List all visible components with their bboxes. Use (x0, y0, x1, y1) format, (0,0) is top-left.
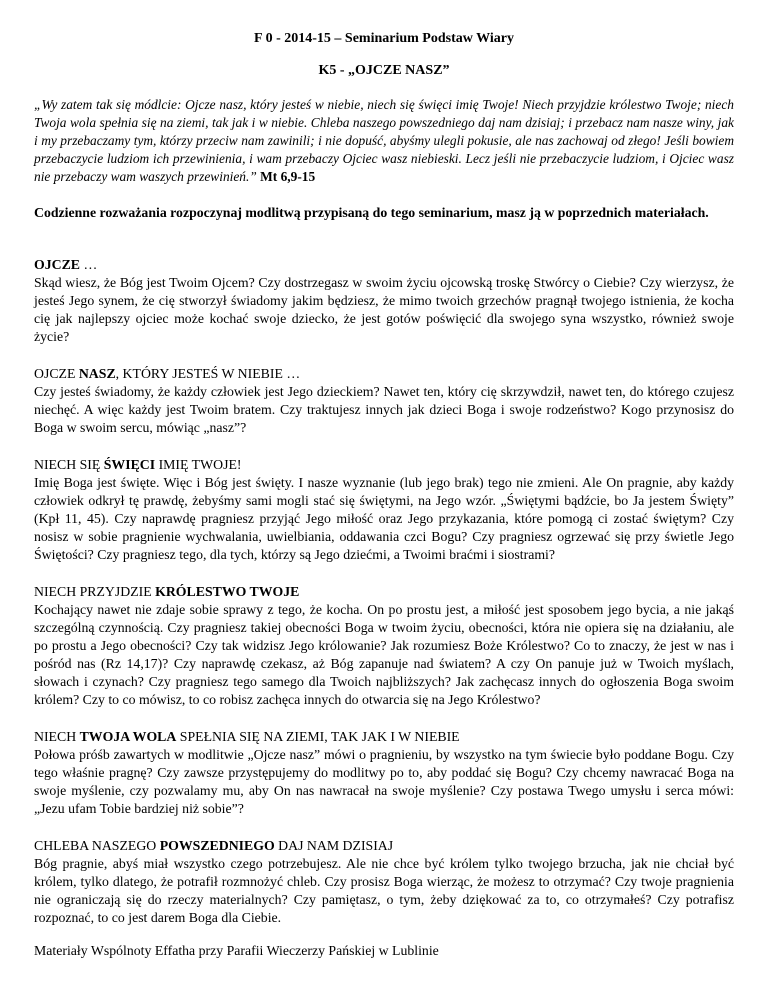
heading-pre: OJCZE (34, 366, 79, 381)
heading-pre: NIECH (34, 729, 80, 744)
section-heading (34, 256, 734, 274)
heading-pre: NIECH PRZYJDZIE (34, 584, 156, 599)
section-heading (34, 728, 734, 746)
document-title: F 0 - 2014-15 – Seminarium Podstaw Wiary (254, 31, 514, 46)
intro-paragraph: Codzienne rozważania rozpoczynaj modlitwą przypisaną do tego seminarium, masz ją w poprzednich materiałach. (34, 205, 709, 220)
heading-post: DAJ NAM DZISIAJ (274, 838, 394, 853)
section-body: Bóg pragnie, abyś miał wszystko czego potrzebujesz. Ale nie chce być królem tylko twojego brzucha, jak nie chciał być królem, tylko dlatego, że potrafił rozmnożyć chleb. Czy prosisz Boga wierząc, że możesz to otrzymać? Czy twoje pragnienia nie ograniczają się do rzeczy materialnych? Czy pamiętasz, o tym, żeby dziękować za to, co otrzymałeś? Czy potrafisz rozpoznać, to co jest darem Boga dla Ciebie. (34, 856, 734, 925)
section-body: Kochający nawet nie zdaje sobie sprawy z tego, że kocha. On po prostu jest, a miłość jest sposobem jego bycia, a nie jakąś szczególną czynnością. Czy pragniesz takiej obecności Boga w twoim życiu, obecności, która nie opiera się na działaniu, ale po prostu a Jego obecności? Czy tak widzisz Jego królowanie? Jak rozumiesz Boże Królestwo? Co to znaczy, że jest w nas i pośród nas (Rz 14,17)? Czy naprawdę czekasz, aż Bóg zapanuje nad światem? A czy On panuje już w Twoich myślach, słowach i czynach? Czy pragniesz tego samego dla Twoich najbliższych? Jak zachęcasz innych do ogłoszenia Boga swoim królem? Czy to co mówisz, to co robisz zachęca innych do otwarcia się na Jego Królestwo? (34, 602, 734, 707)
section-wola (34, 728, 734, 818)
section-heading (34, 365, 734, 383)
heading-bold: OJCZE (34, 257, 80, 272)
heading-pre: NIECH SIĘ (34, 457, 104, 472)
quote-reference: Mt 6,9-15 (260, 169, 316, 184)
heading-post: … (80, 257, 98, 272)
heading-bold: POWSZEDNIEGO (159, 838, 275, 853)
heading-bold: KRÓLESTWO TWOJE (155, 584, 300, 599)
heading-post: , KTÓRY JESTEŚ W NIEBIE … (115, 366, 301, 381)
page-footer: Materiały Wspólnoty Effatha przy Parafii Wieczerzy Pańskiej w Lublinie (34, 943, 439, 958)
section-nasz (34, 365, 734, 437)
quote-text: „Wy zatem tak się módlcie: Ojcze nasz, który jesteś w niebie, niech się święci imię Twoje! Niech przyjdzie królestwo Twoje; niech Twoja wola spełnia się na ziemi, tak jak i w niebie. Chleba naszego powszedniego daj nam dzisiaj; i przebacz nam nasze winy, jak i my przebaczamy tym, którzy przeciw nam zawinili; i nie dopuść, abyśmy ulegli pokusie, ale nas zachowaj od złego! Jeśli bowiem przebaczycie ludziom ich przewinienia, i wam przebaczy Ojciec wasz niebieski. Lecz jeśli nie przebaczycie ludziom, i Ojciec wasz nie przebaczy wam waszych przewinień.” (34, 97, 734, 184)
section-body: Czy jesteś świadomy, że każdy człowiek jest Jego dzieckiem? Nawet ten, który cię skrzywdził, nawet ten, do którego czujesz niechęć. A więc każdy jest Twoim bratem. Czy traktujesz innych jak dzieci Boga i swoje rodzeństwo? Kogo przynosisz do Boga w swoim sercu, mówiąc „nasz”? (34, 384, 734, 435)
section-heading (34, 456, 734, 474)
heading-bold: ŚWIĘCI (103, 457, 156, 472)
section-ojcze (34, 256, 734, 346)
section-body: Połowa próśb zawartych w modlitwie „Ojcze nasz” mówi o pragnieniu, by wszystko na tym świecie było poddane Bogu. Czy tego właśnie pragnę? Czy zawsze przystępujemy do modlitwy po to, aby poddać się Bogu? Czy chcemy nawracać Boga na swoje myślenie, czy pozwalamy mu, aby On nas nawracał na swoje myślenie? Czy postawa Twego umysłu i serca mówi: „Jezu ufam Tobie bardziej niż sobie”? (34, 747, 734, 816)
section-swieci (34, 456, 734, 564)
scripture-quote (34, 96, 734, 186)
heading-post: SPEŁNIA SIĘ NA ZIEMI, TAK JAK I W NIEBIE (176, 729, 460, 744)
section-body: Imię Boga jest święte. Więc i Bóg jest święty. I nasze wyznanie (lub jego brak) tego nie zmieni. Ale On pragnie, aby każdy człowiek odkrył tę prawdę, żebyśmy sami mogli stać się świętymi, na Jego wzór. „Świętymi bądźcie, bo Ja jestem Święty” (Kpł 11, 45). Czy naprawdę pragniesz przyjąć Jego miłość oraz Jego przykazania, które pomogą ci zostać świętym? Czy nosisz w sobie pragnienie wychwalania, uwielbiania, oddawania czci Bogu? Czy pragniesz ogrzewać się przy świetle Jego Świętości? Czy pragniesz tego, dla tych, którzy są Jego dziećmi, a Twoimi braćmi i siostrami? (34, 475, 734, 562)
document-page (34, 30, 734, 927)
heading-bold: TWOJA WOLA (79, 729, 177, 744)
document-subtitle: K5 - „OJCZE NASZ” (318, 63, 450, 78)
heading-post: IMIĘ TWOJE! (155, 457, 242, 472)
section-body: Skąd wiesz, że Bóg jest Twoim Ojcem? Czy dostrzegasz w swoim życiu ojcowską troskę Stwórcy o Ciebie? Czy wierzysz, że jesteś Jego synem, że cię stworzył świadomy jakim będziesz, że mimo twoich grzechów pragnął twojego istnienia, że kocha cię jak najlepszy ojciec może kochać swoje dziecko, że jest gotów poświęcić dla swojego syna wszystko, również swoje życie? (34, 275, 734, 344)
section-krolestwo (34, 583, 734, 709)
section-heading (34, 583, 734, 601)
heading-pre: CHLEBA NASZEGO (34, 838, 160, 853)
heading-bold: NASZ (78, 366, 116, 381)
section-chleb (34, 837, 734, 927)
section-heading (34, 837, 734, 855)
